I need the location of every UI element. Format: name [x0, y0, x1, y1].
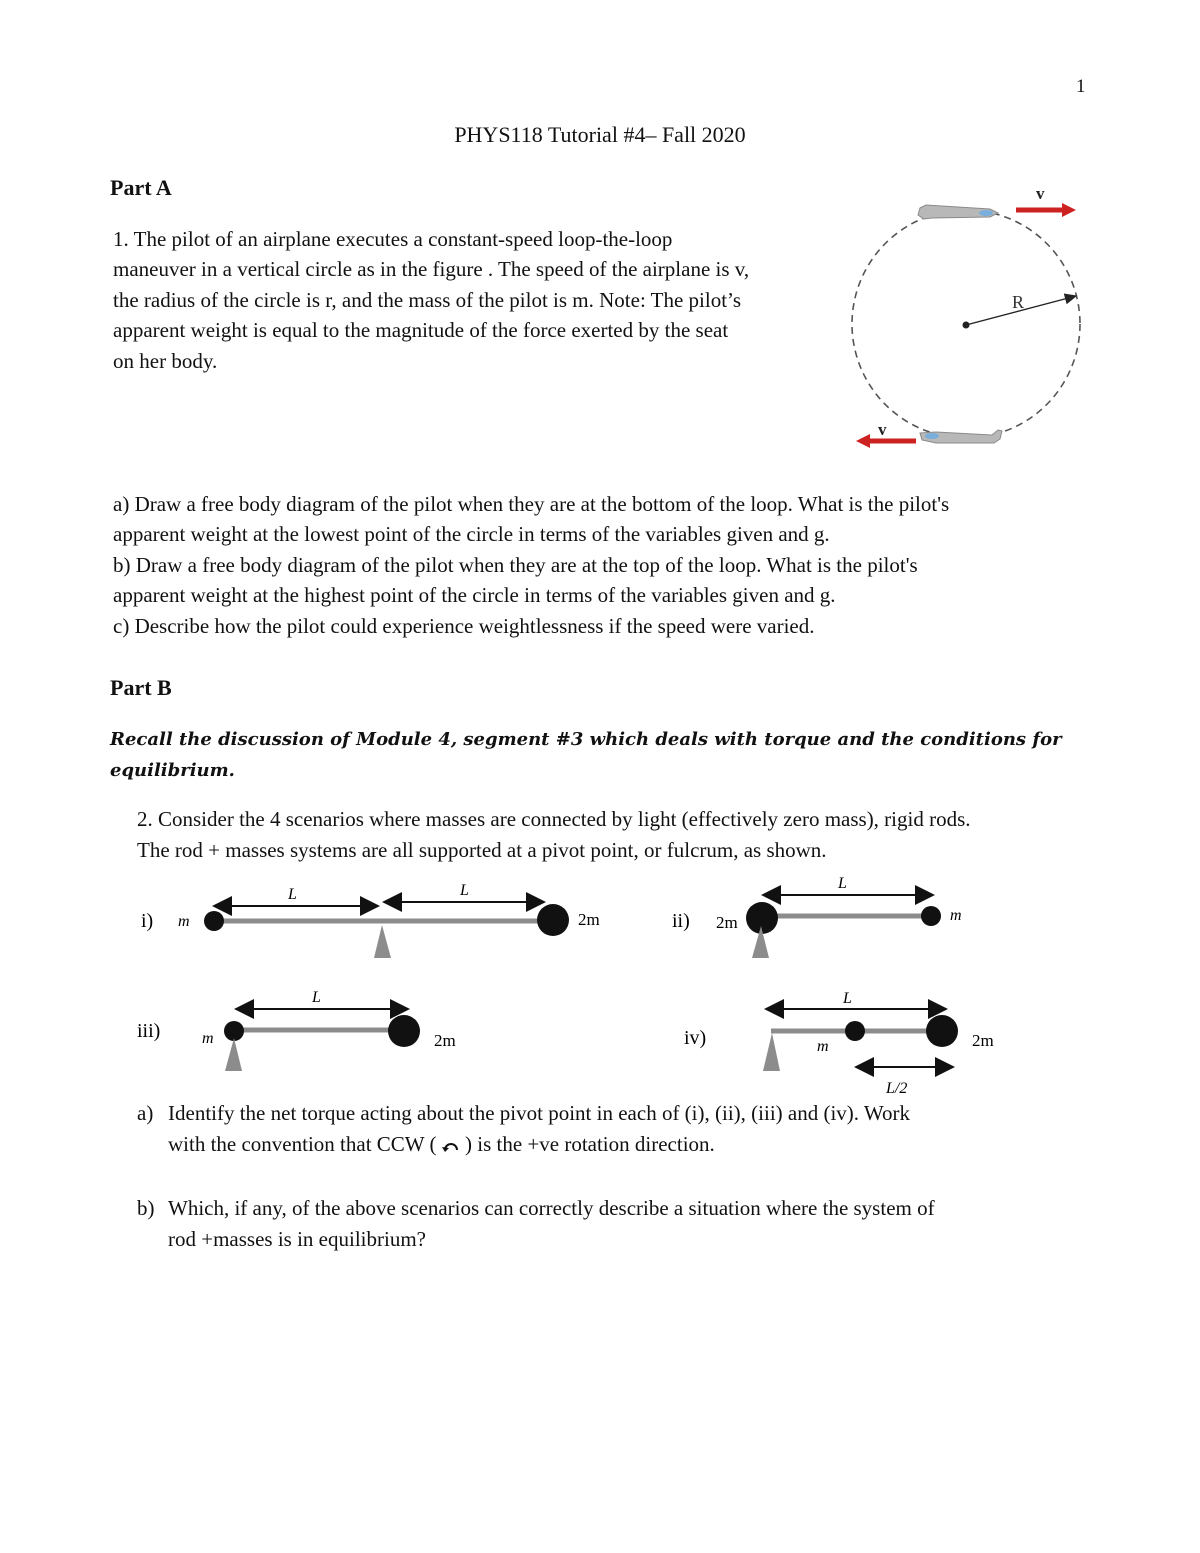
q1-sub-c: c) Describe how the pilot could experience weightlessness if the speed were varied.	[113, 614, 815, 638]
q1-line-3: the radius of the circle is r, and the mass of the pilot is m. Note: The pilot’s	[113, 288, 742, 312]
scenario-i-length-label-1: L	[288, 886, 297, 903]
scenario-iii-right-mass-label: 2m	[434, 1031, 456, 1050]
scenario-i-pivot	[374, 925, 391, 958]
scenario-iv-right-mass-label: 2m	[972, 1031, 994, 1050]
scenario-ii	[672, 875, 962, 958]
scenario-i-left-mass	[204, 911, 224, 931]
scenario-iv-label: iv)	[684, 1027, 707, 1049]
airplane-top	[918, 205, 998, 219]
scenario-i-label: i)	[141, 910, 154, 932]
scenario-iv-mid-mass	[845, 1021, 865, 1041]
qa-label: a)	[137, 1101, 154, 1125]
scenario-iv	[684, 990, 994, 1097]
scenario-ii-right-mass	[921, 906, 941, 926]
scenario-iv-mid-mass-label: m	[817, 1038, 829, 1055]
q1-sub-a-line-2: apparent weight at the lowest point of the circle in terms of the variables given and g.	[113, 522, 830, 546]
q1-sub-b-line-1: b) Draw a free body diagram of the pilot when they are at the top of the loop. What is the pilot's	[113, 553, 918, 577]
scenario-iii	[137, 989, 456, 1071]
scenario-i-right-mass-label: 2m	[578, 910, 600, 929]
qa-line-2	[168, 1129, 715, 1160]
q1-line-5: on her body.	[113, 349, 218, 373]
scenario-i-left-mass-label: m	[178, 913, 190, 930]
scenario-iv-pivot	[763, 1033, 780, 1071]
airplane-bottom	[920, 430, 1002, 443]
part-a-heading: Part A	[110, 175, 172, 200]
intro-line-1: Recall the discussion of Module 4, segment #3 which deals with torque and the conditions for	[110, 729, 1062, 750]
scenario-iii-length-label: L	[312, 989, 321, 1006]
scenario-i	[141, 882, 600, 958]
scenario-ii-left-mass-label: 2m	[716, 913, 738, 932]
velocity-label-top: v	[1036, 184, 1045, 203]
scenario-iv-right-mass	[926, 1015, 958, 1047]
part-b-heading: Part B	[110, 675, 172, 700]
qb-label: b)	[137, 1196, 155, 1220]
q1-line-4: apparent weight is equal to the magnitude of the force exerted by the seat	[113, 318, 729, 342]
scenario-iv-length-label: L	[843, 990, 852, 1007]
loop-figure	[840, 175, 1100, 465]
scenario-i-right-mass	[537, 904, 569, 936]
q2-line-1: 2. Consider the 4 scenarios where masses are connected by light (effectively zero mass), rigid rods.	[137, 807, 971, 831]
intro-line-2: equilibrium.	[110, 760, 235, 781]
scenario-ii-right-mass-label: m	[950, 907, 962, 924]
page-title: PHYS118 Tutorial #4– Fall 2020	[454, 122, 746, 147]
velocity-label-bottom: v	[878, 420, 887, 439]
scenario-iii-right-mass	[388, 1015, 420, 1047]
q1-sub-a-line-1: a) Draw a free body diagram of the pilot when they are at the bottom of the loop. What is the pilot's	[113, 492, 950, 516]
scenario-iii-left-mass-label: m	[202, 1030, 214, 1047]
q1-sub-b-line-2: apparent weight at the highest point of the circle in terms of the variables given and g.	[113, 583, 836, 607]
scenario-iii-pivot	[225, 1038, 242, 1071]
qa-line-2-after: ) is the +ve rotation direction.	[465, 1132, 715, 1156]
qb-line-1: Which, if any, of the above scenarios can correctly describe a situation where the system of	[168, 1196, 935, 1220]
scenario-iii-label: iii)	[137, 1020, 161, 1042]
qa-line-2-before: with the convention that CCW (	[168, 1132, 437, 1156]
q2-line-2: The rod + masses systems are all supported at a pivot point, or fulcrum, as shown.	[137, 838, 827, 862]
page-number: 1	[1076, 76, 1086, 97]
scenario-ii-left-mass	[746, 902, 778, 934]
q1-line-1: 1. The pilot of an airplane executes a constant-speed loop-the-loop	[113, 227, 673, 251]
scenario-iv-half-length-label: L/2	[886, 1080, 908, 1097]
radius-label: R	[1012, 292, 1025, 312]
scenarios-figure	[0, 870, 1200, 1100]
scenario-ii-length-label: L	[838, 875, 847, 892]
qa-line-1: Identify the net torque acting about the pivot point in each of (i), (ii), (iii) and (iv). Work	[168, 1101, 911, 1125]
q1-line-2: maneuver in a vertical circle as in the figure . The speed of the airplane is v,	[113, 257, 750, 281]
scenario-i-length-label-2: L	[460, 882, 469, 899]
scenario-ii-label: ii)	[672, 910, 690, 932]
qb-line-2: rod +masses is in equilibrium?	[168, 1227, 426, 1251]
ccw-arrow-icon	[442, 1137, 460, 1153]
